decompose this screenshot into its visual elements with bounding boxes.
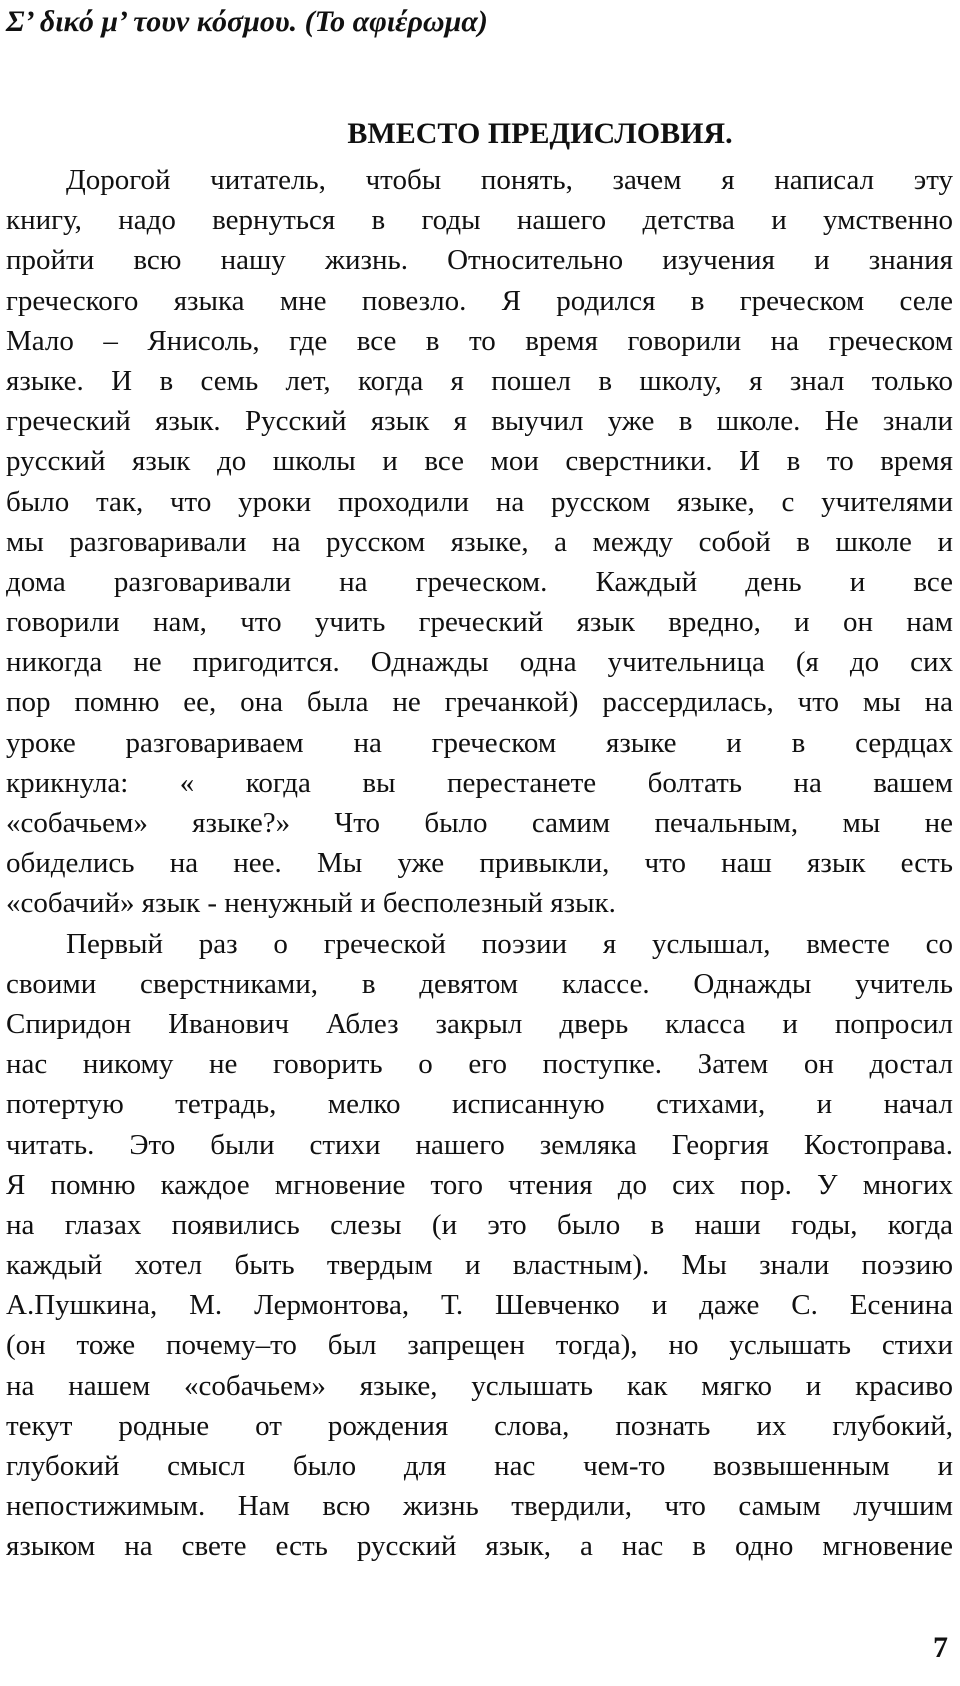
text-line: языке. И в семь лет, когда я пошел в школу, я знал только	[6, 364, 953, 397]
text-line: читать. Это были стихи нашего земляка Георгия Костоправа.	[6, 1128, 953, 1161]
text-line: глубокий смысл было для нас чем-то возвышенным и	[6, 1450, 953, 1482]
text-line: Я помню каждое мгновение того чтения до сих пор. У многих	[6, 1168, 953, 1201]
text-line: (он тоже почему–то был запрещен тогда), но услышать стихи	[6, 1329, 953, 1362]
text-line: греческого языка мне повезло. Я родился в греческом селе	[6, 284, 953, 317]
text-line: «собачий» язык - ненужный и бесполезный язык.	[6, 887, 616, 920]
text-line: пройти всю нашу жизнь. Относительно изучения и знания	[6, 244, 953, 277]
text-line: греческий язык. Русский язык я выучил уже в школе. Не знали	[6, 405, 953, 438]
text-line: своими сверстниками, в девятом классе. Однажды учитель	[6, 967, 953, 1000]
page-number: 7	[933, 1631, 948, 1664]
text-line: русский язык до школы и все мои сверстники. И в то время	[6, 445, 953, 478]
text-line: никогда не пригодится. Однажды одна учительница (я до сих	[6, 646, 953, 679]
text-line: обиделись на нее. Мы уже привыкли, что наш язык есть	[6, 847, 953, 880]
text-line: языком на свете есть русский язык, а нас в одно мгновение	[6, 1530, 953, 1563]
running-header: Σ’ δικό μ’ τουν κόσμου. (Το αφιέρωμα)	[6, 5, 488, 38]
text-line: потертую тетрадь, мелко исписанную стихами, и начал	[6, 1088, 953, 1121]
text-line: непостижимым. Нам всю жизнь твердили, что самым лучшим	[6, 1490, 953, 1523]
text-line: Спиридон Иванович Аблез закрыл дверь класса и попросил	[6, 1007, 953, 1040]
text-line: крикнула: « когда вы перестанете болтать на вашем	[6, 766, 953, 799]
paragraph-2	[6, 924, 953, 1567]
text-line: «собачьем» языке?» Что было самим печальным, мы не	[6, 807, 953, 839]
section-title: ВМЕСТО ПРЕДИСЛОВИЯ.	[347, 117, 733, 150]
text-line: на глазах появились слезы (и это было в наши годы, когда	[6, 1208, 953, 1241]
text-line: уроке разговариваем на греческом языке и в сердцах	[6, 726, 953, 759]
text-line: мы разговаривали на русском языке, а между собой в школе и	[6, 525, 953, 558]
text-line: нас никому не говорить о его поступке. Затем он достал	[6, 1048, 953, 1081]
text-line: Мало – Янисоль, где все в то время говорили на греческом	[6, 324, 953, 357]
text-line: на нашем «собачьем» языке, услышать как мягко и красиво	[6, 1369, 953, 1402]
paragraph-1	[6, 160, 953, 924]
body-text	[6, 160, 953, 1567]
text-line: Дорогой читатель, чтобы понять, зачем я написал эту	[66, 164, 953, 196]
text-line: текут родные от рождения слова, познать их глубокий,	[6, 1409, 953, 1442]
text-line: А.Пушкина, М. Лермонтова, Т. Шевченко и даже С. Есенина	[6, 1289, 953, 1322]
text-line: пор помню ее, она была не гречанкой) рассердилась, что мы на	[6, 686, 953, 719]
text-line: каждый хотел быть твердым и властным). Мы знали поэзию	[6, 1249, 953, 1282]
text-line: Первый раз о греческой поэзии я услышал, вместе со	[66, 927, 953, 960]
text-line: было так, что уроки проходили на русском языке, с учителями	[6, 485, 953, 518]
text-line: говорили нам, что учить греческий язык вредно, и он нам	[6, 606, 953, 639]
text-line: дома разговаривали на греческом. Каждый день и все	[6, 565, 953, 598]
text-line: книгу, надо вернуться в годы нашего детства и умственно	[6, 204, 953, 237]
